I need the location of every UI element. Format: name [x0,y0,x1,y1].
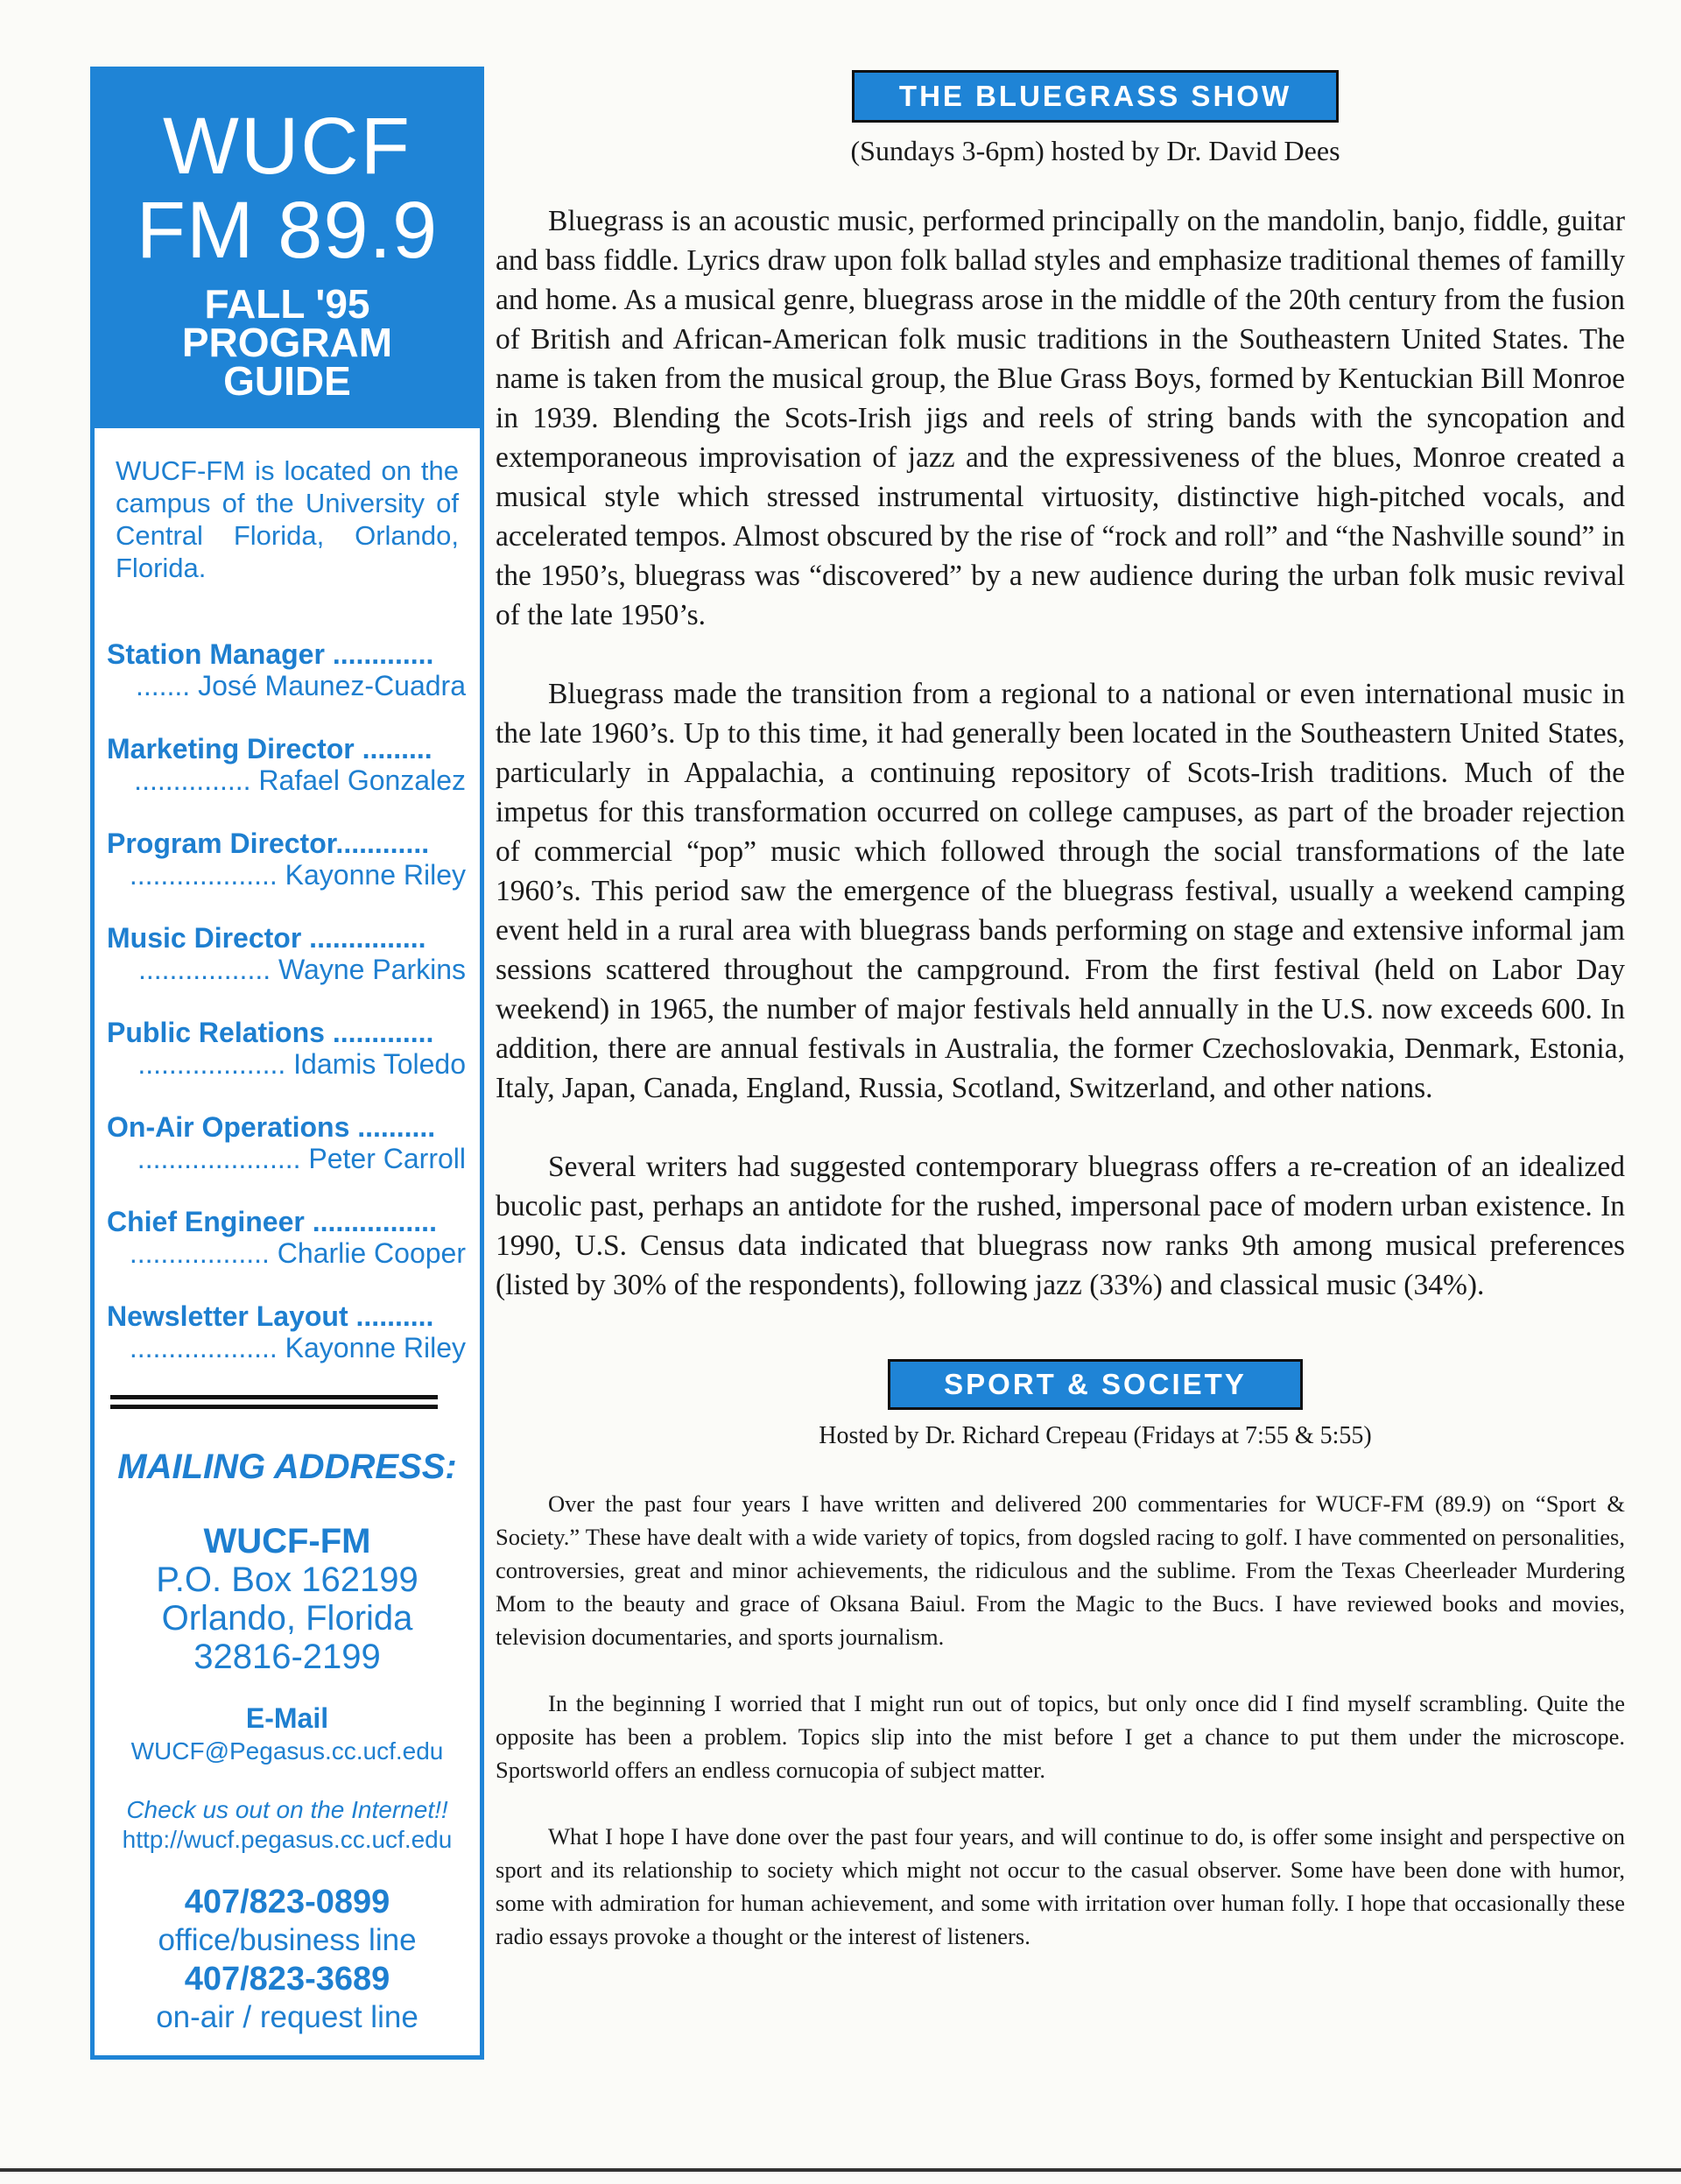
staff-entry [107,638,466,701]
sport-society-article [496,1487,1625,1953]
staff-title: Station Manager [107,638,325,670]
call-sign: WUCF [163,102,411,191]
page-edge-line [0,2168,1681,2172]
dot-leader: .......... [348,1300,434,1332]
internet-prompt: Check us out on the Internet!! [126,1796,448,1823]
article-paragraph: In the beginning I worried that I might run out of topics, but only once did I find myself scrambling. Quite the opposite has been a problem. Topics slip into the mist before I get a chance to put them under the microscope. Sportsworld offers an endless cornucopia of subject matter. [496,1690,1625,1783]
staff-entry [107,1206,466,1269]
dot-leader: ............. [324,638,434,670]
staff-title: Marketing Director [107,733,355,764]
staff-name: Charlie Cooper [277,1237,466,1269]
guide-title [95,281,480,404]
article-paragraph: Bluegrass is an acoustic music, performed principally on the mandolin, banjo, fiddle, guitar and bass fiddle. Lyrics draw upon folk ballad styles and emphasize traditional themes of familly and home. As a musical genre, bluegrass arose in the middle of the 20th century from the fusion of British and African-American folk music traditions in the Southeastern United States. The name is taken from the musical group, the Blue Grass Boys, formed by Kentuckian Bill Monroe in 1939. Blending the Scots-Irish jigs and reels of string bands with the syncopation and extemporaneous improvisation of jazz and the expressiveness of the blues, Monroe created a musical style which stressed instrumental virtuosity, distinctive high-pitched vocals, and accelerated tempos. Almost obscured by the rise of “rock and roll” and “the Nashville sound” in the 1950’s, bluegrass was “discovered” by a new audience during the urban folk music revival of the late 1950’s. [496,205,1625,631]
staff-name: Wayne Parkins [278,954,466,985]
sidebar [90,67,484,2060]
staff-title: Newsletter Layout [107,1300,348,1332]
bluegrass-heading: THE BLUEGRASS SHOW [852,70,1339,123]
staff-title: On-Air Operations [107,1111,350,1143]
dot-leader: ................ [304,1206,437,1237]
website-link[interactable]: http://wucf.pegasus.cc.ucf.edu [122,1826,453,1853]
staff-name: Peter Carroll [308,1143,466,1174]
mailing-heading: MAILING ADDRESS: [117,1448,457,1486]
double-divider [110,1395,438,1409]
staff-entry [107,922,466,985]
article-paragraph: Several writers had suggested contemporary bluegrass offers a re-creation of an idealized bucolic past, perhaps an antidote for the rushed, impersonal pace of modern urban existence. In 1990, U.S. Census data indicated that bluegrass now ranks 9th among musical preferences (listed by 30% of the respondents), following jazz (33%) and classical music (34%). [496,1151,1625,1301]
dot-leader: ............... [134,764,259,796]
staff-entry [107,1300,466,1363]
bluegrass-subheading: (Sundays 3-6pm) hosted by Dr. David Dees [850,135,1340,166]
address-zip: 32816-2199 [193,1638,381,1676]
email-label: E-Mail [245,1702,329,1734]
phone-label: on-air / request line [156,2000,418,2034]
dot-leader: ......... [354,733,433,764]
guide-line: GUIDE [223,358,351,404]
staff-name: Kayonne Riley [285,859,466,891]
dot-leader: .......... [349,1111,436,1143]
staff-title: Chief Engineer [107,1206,305,1237]
phone-label: office/business line [158,1923,417,1957]
guide-line: FALL '95 [204,281,370,327]
frequency: FM 89.9 [136,186,439,275]
dot-leader: ................... [129,859,285,891]
masthead [95,71,480,428]
email-link[interactable]: WUCF@Pegasus.cc.ucf.edu [130,1737,444,1765]
staff-name: Kayonne Riley [285,1332,466,1363]
bluegrass-article [496,201,1625,1305]
staff-name: José Maunez-Cuadra [198,670,466,701]
staff-entry [107,1017,466,1080]
phone-number: 407/823-0899 [184,1884,390,1920]
dot-leader: .................. [129,1237,278,1269]
phone-list [95,1883,480,2037]
dot-leader: ............ [335,828,430,859]
staff-title: Public Relations [107,1017,325,1048]
dot-leader: ..................... [137,1143,309,1174]
dot-leader: ....... [135,670,199,701]
staff-list [95,584,480,1363]
address-name: WUCF-FM [203,1522,371,1561]
address-po-box: P.O. Box 162199 [156,1561,418,1599]
sport-society-subheading: Hosted by Dr. Richard Crepeau (Fridays at 7:55 & 5:55) [819,1422,1372,1449]
sport-society-heading: SPORT & SOCIETY [888,1359,1303,1410]
staff-name: Idamis Toledo [293,1048,466,1080]
dot-leader: ................... [137,1048,294,1080]
article-paragraph: What I hope I have done over the past four years, and will continue to do, is offer some insight and perspective on sport and its relationship to society which might not occur to the casual observer. Some have been done with humor, some with admiration for human achievement, and some with irritation over human folly. I hope that occasionally these radio essays provoke a thought or the interest of listeners. [496,1823,1625,1949]
location-text: WUCF-FM is located on the campus of the University of Central Florida, Orlando, Florida. [116,455,459,583]
main-content [496,70,1625,1953]
staff-title: Music Director [107,922,302,954]
phone-number: 407/823-3689 [184,1961,390,1997]
article-paragraph: Over the past four years I have written and delivered 200 commentaries for WUCF-FM (89.9) on “Sport & Society.” These have dealt with a wide variety of topics, from dogsled racing to golf. I have commented on personalities, controversies, great and minor achievements, the ridiculous and the sublime. From the Texas Cheerleader Murdering Mom to the beauty and grace of Oksana Baiul. From the Magic to the Bucs. I have reviewed books and movies, television documentaries, and sports journalism. [496,1490,1625,1650]
dot-leader: ............. [324,1017,434,1048]
guide-line: PROGRAM [181,320,393,365]
mailing-address [95,1522,480,2037]
dot-leader: ................. [137,954,278,985]
staff-name: Rafael Gonzalez [258,764,466,796]
dot-leader: ................... [129,1332,285,1363]
dot-leader: ............... [301,922,426,954]
staff-entry [107,828,466,891]
article-paragraph: Bluegrass made the transition from a regional to a national or even international music in the late 1960’s. Up to this time, it had generally been located in the Southeastern United States, particularly in Appalachia, a continuing repository of Scots-Irish traditions. Much of the impetus for this transformation occurred on college campuses, as part of the broader rejection of commercial “pop” music which followed through the social transformations of the late 1960’s. This period saw the emergence of the bluegrass festival, usually a weekend camping event held in a rural area with bluegrass bands performing on stage and extensive informal jam sessions scattered throughout the campground. From the first festival (held on Labor Day weekend) in 1965, the number of major festivals held annually in the U.S. now exceeds 600. In addition, there are annual festivals in Australia, the former Czechoslovakia, Denmark, Estonia, Italy, Japan, Canada, England, Russia, Scotland, Switzerland, and other nations. [496,678,1625,1104]
address-city: Orlando, Florida [161,1599,413,1638]
staff-entry [107,733,466,796]
staff-title: Program Director [107,828,336,859]
staff-entry [107,1111,466,1174]
